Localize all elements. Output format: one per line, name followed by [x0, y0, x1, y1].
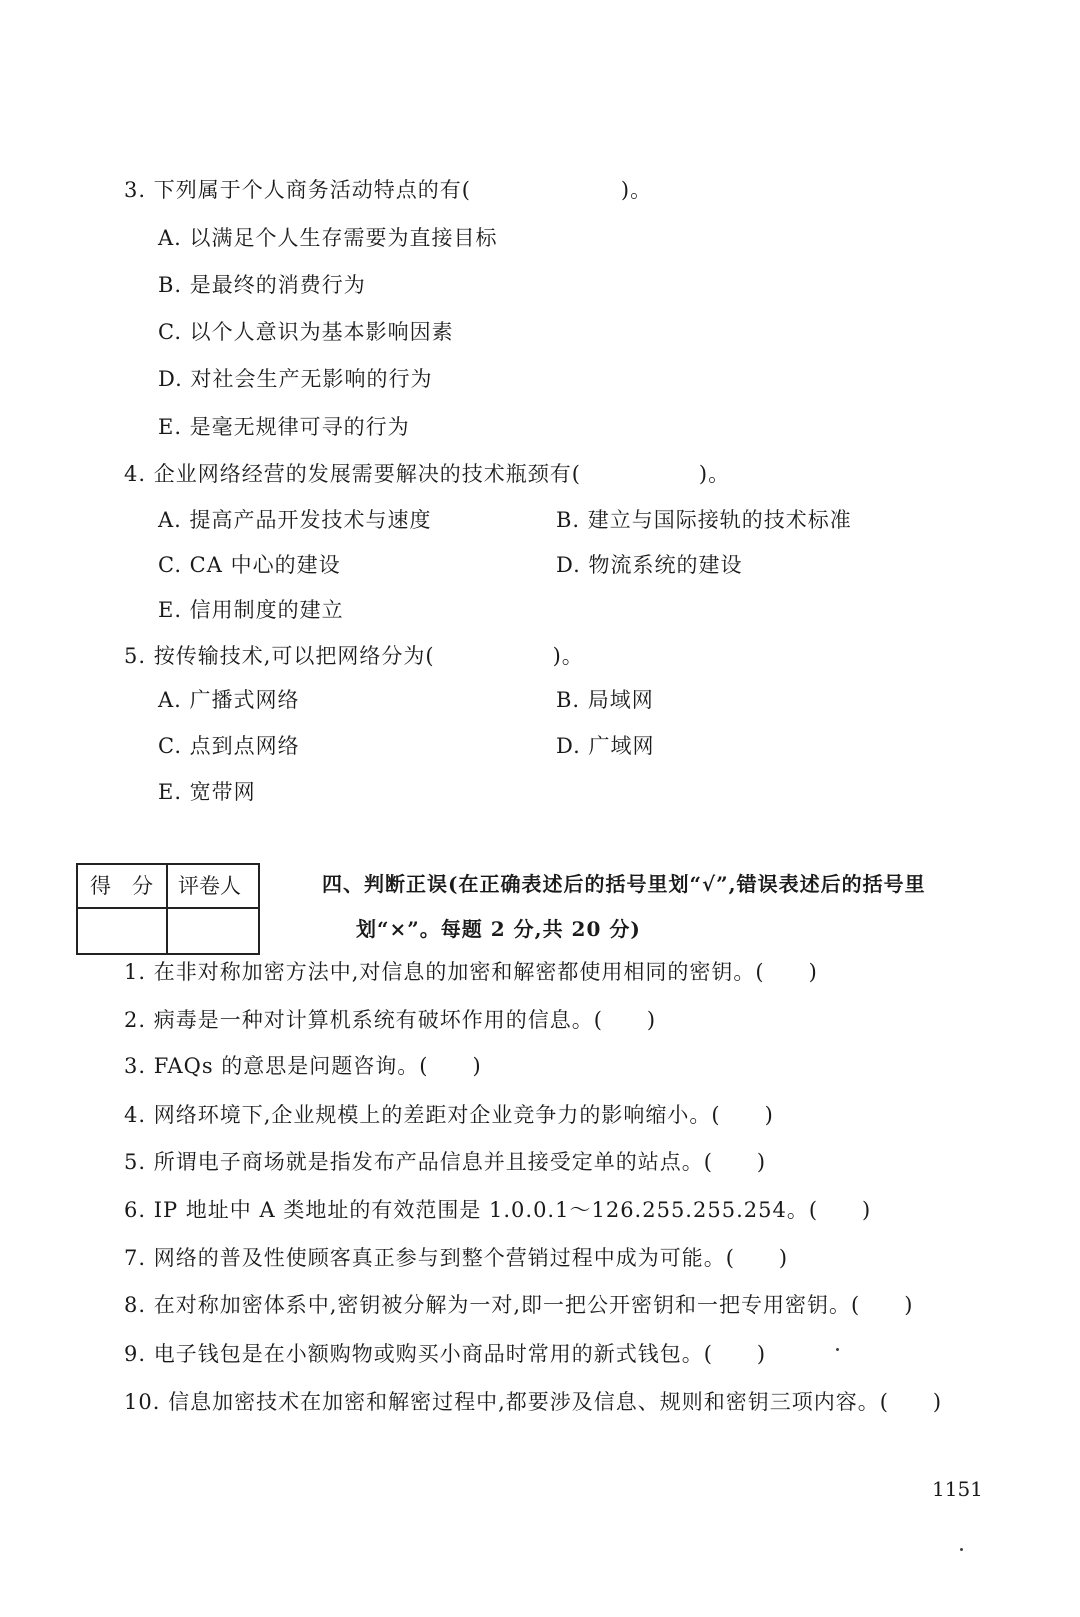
question-4-close: )。 — [698, 462, 731, 486]
q3-option-d: D. 对社会生产无影响的行为 — [158, 367, 433, 391]
score-label: 得 分 — [90, 874, 153, 898]
q3-option-a: A. 以满足个人生存需要为直接目标 — [158, 226, 498, 250]
score-input-cell[interactable] — [78, 909, 164, 953]
q3-option-e: E. 是毫无规律可寻的行为 — [158, 415, 410, 439]
question-4 — [124, 460, 730, 488]
score-box — [76, 863, 260, 955]
section-4-heading-line-2: 划“×”。每题 2 分,共 20 分) — [356, 917, 641, 941]
scan-speck — [836, 1348, 839, 1351]
judgment-item: 10. 信息加密技术在加密和解密过程中,都要涉及信息、规则和密钥三项内容。( ) — [124, 1390, 943, 1414]
judgment-item: 1. 在非对称加密方法中,对信息的加密和解密都使用相同的密钥。( ) — [124, 960, 818, 984]
question-3 — [124, 176, 652, 204]
q5-option-e: E. 宽带网 — [158, 780, 256, 804]
q5-option-a: A. 广播式网络 — [158, 688, 300, 712]
judgment-item: 8. 在对称加密体系中,密钥被分解为一对,即一把公开密钥和一把专用密钥。( ) — [124, 1293, 914, 1317]
judgment-item: 4. 网络环境下,企业规模上的差距对企业竞争力的影响缩小。( ) — [124, 1103, 774, 1127]
q4-option-d: D. 物流系统的建设 — [556, 553, 743, 577]
question-5-stem: 5. 按传输技术,可以把网络分为( — [124, 644, 435, 668]
grader-input-cell[interactable] — [168, 909, 258, 953]
q5-option-c: C. 点到点网络 — [158, 734, 300, 758]
judgment-item: 9. 电子钱包是在小额购物或购买小商品时常用的新式钱包。( ) — [124, 1342, 767, 1366]
judgment-item: 5. 所谓电子商场就是指发布产品信息并且接受定单的站点。( ) — [124, 1150, 767, 1174]
scan-speck — [960, 1548, 963, 1551]
q3-option-b: B. 是最终的消费行为 — [158, 273, 366, 297]
question-3-stem: 3. 下列属于个人商务活动特点的有( — [124, 178, 471, 202]
question-5-close: )。 — [552, 644, 584, 668]
question-4-stem: 4. 企业网络经营的发展需要解决的技术瓶颈有( — [124, 462, 581, 486]
judgment-item: 7. 网络的普及性使顾客真正参与到整个营销过程中成为可能。( ) — [124, 1246, 789, 1270]
grader-label: 评卷人 — [178, 874, 241, 898]
q4-option-c: C. CA 中心的建设 — [158, 553, 341, 577]
q5-option-d: D. 广域网 — [556, 734, 655, 758]
q4-option-b: B. 建立与国际接轨的技术标准 — [556, 508, 852, 532]
section-4-heading-line-1: 四、判断正误(在正确表述后的括号里划“√”,错误表述后的括号里 — [322, 872, 926, 896]
judgment-item: 2. 病毒是一种对计算机系统有破坏作用的信息。( ) — [124, 1008, 657, 1032]
q5-option-b: B. 局域网 — [556, 688, 654, 712]
judgment-item: 3. FAQs 的意思是问题咨询。( ) — [124, 1054, 482, 1078]
question-3-close: )。 — [620, 178, 653, 202]
q3-option-c: C. 以个人意识为基本影响因素 — [158, 320, 454, 344]
judgment-item: 6. IP 地址中 A 类地址的有效范围是 1.0.0.1～126.255.255.254。( ) — [124, 1198, 872, 1222]
page-number: 1151 — [932, 1477, 983, 1501]
q4-option-e: E. 信用制度的建立 — [158, 598, 344, 622]
q4-option-a: A. 提高产品开发技术与速度 — [158, 508, 432, 532]
question-5 — [124, 642, 584, 670]
